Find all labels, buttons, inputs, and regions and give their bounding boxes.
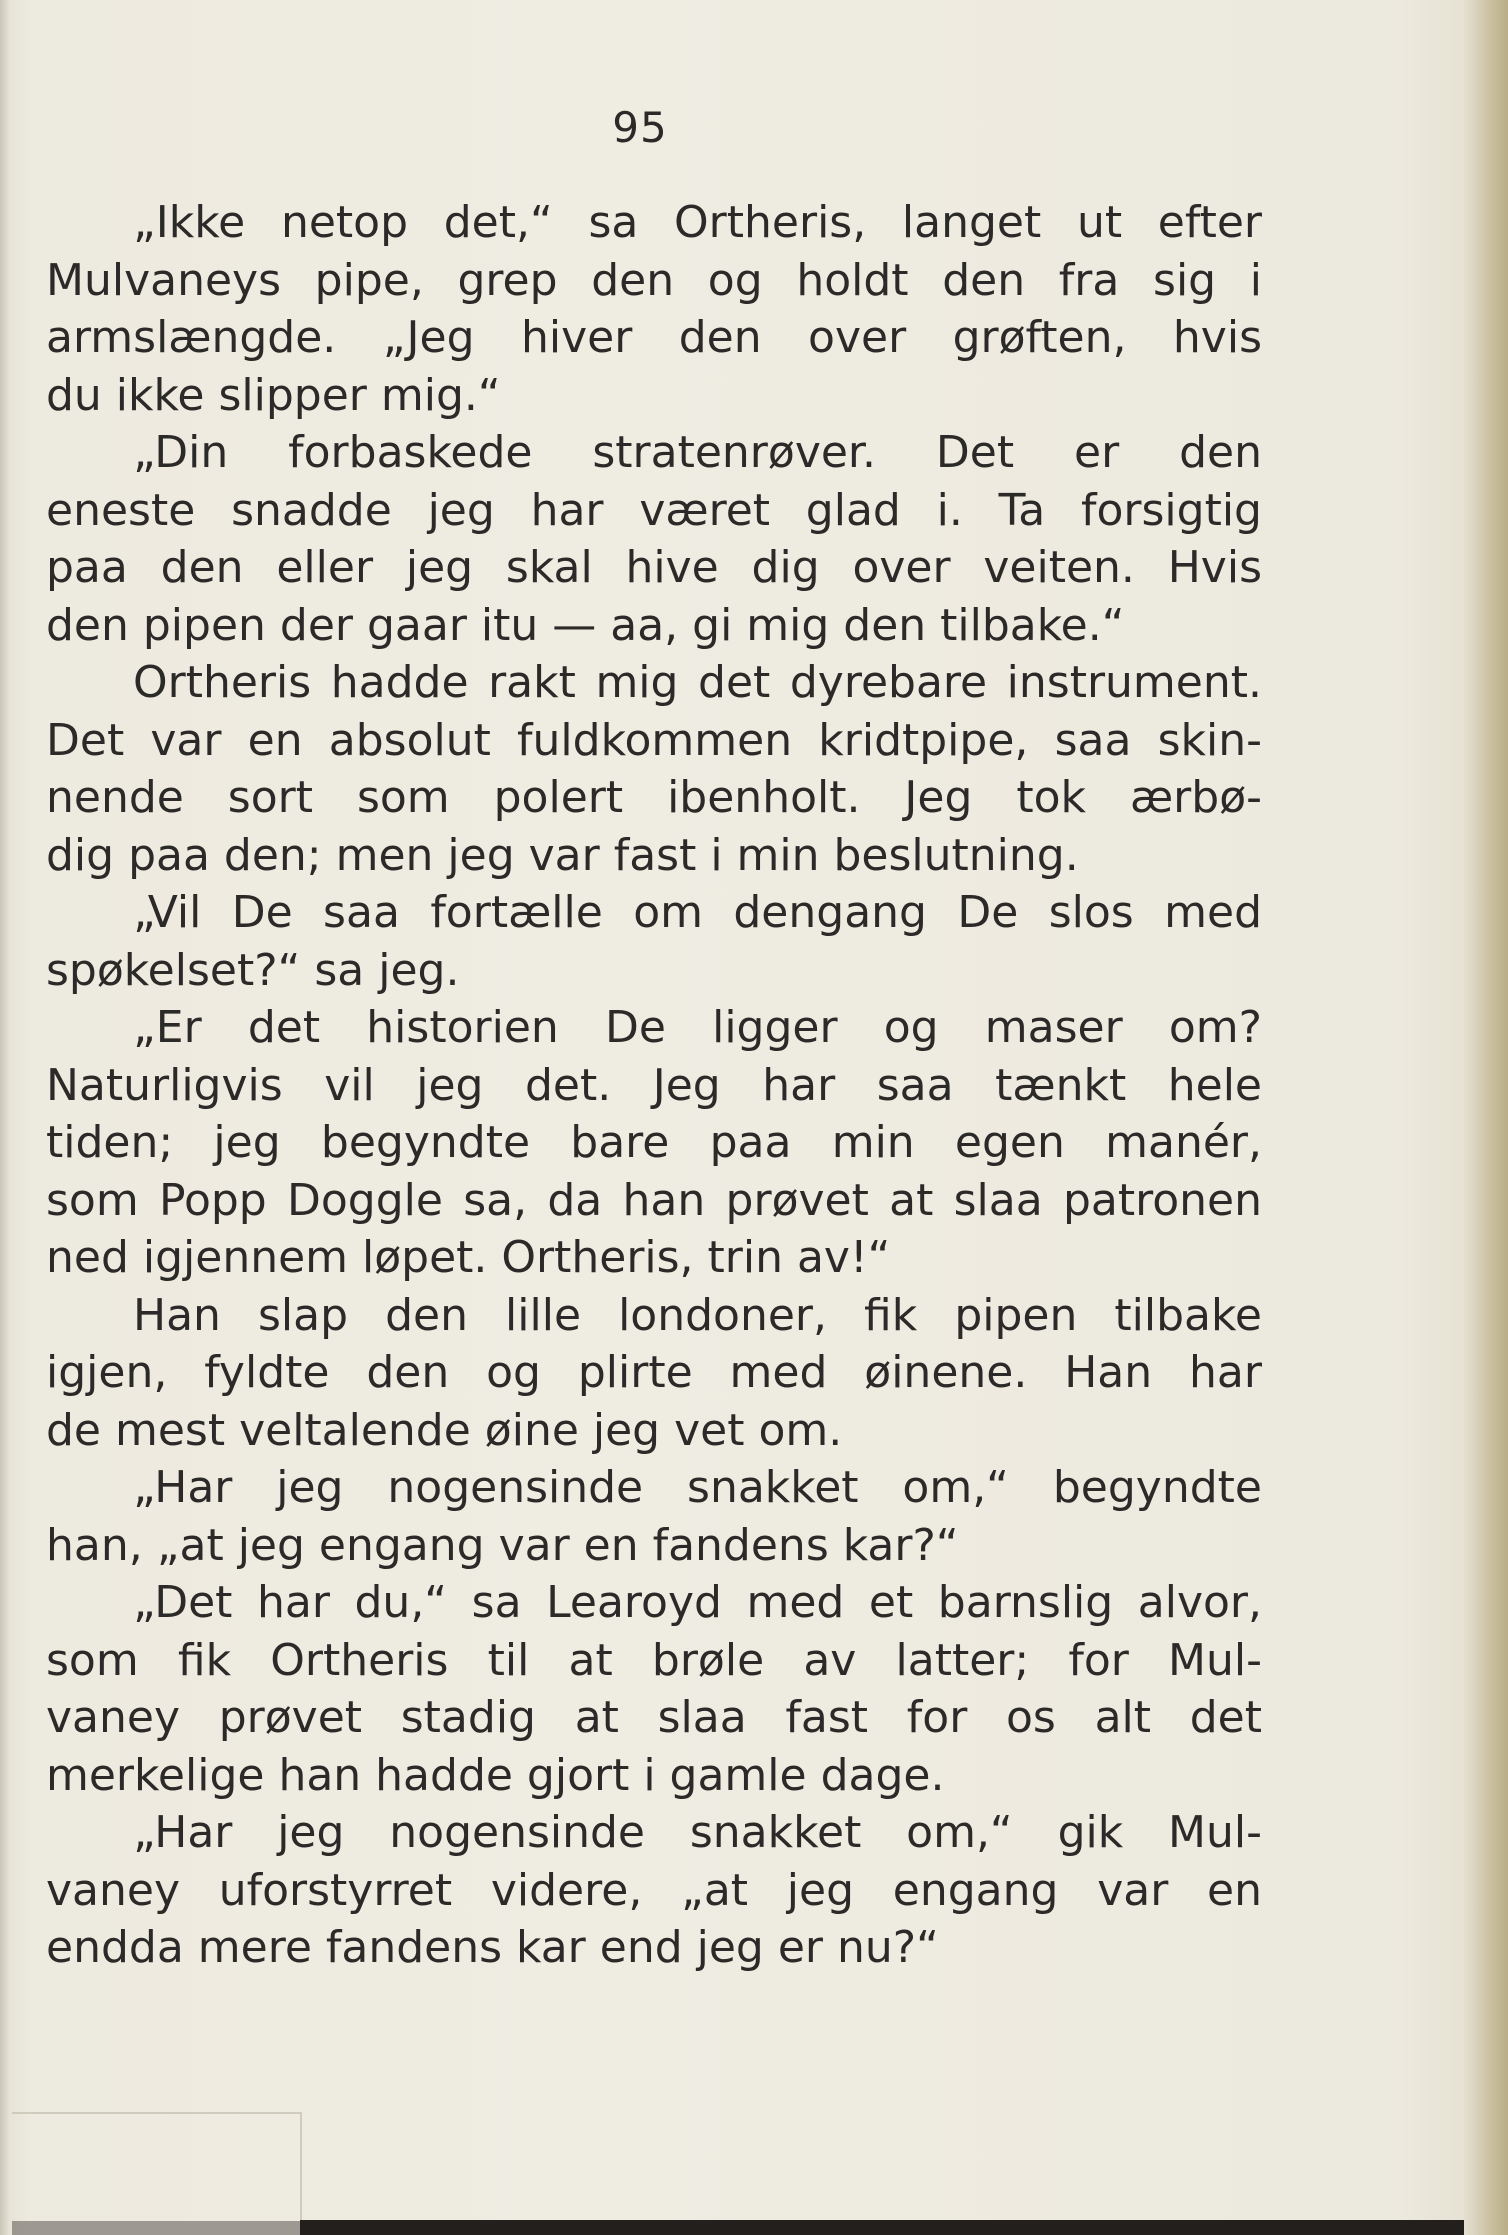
text-line: „Din forbaskede stratenrøver. Det er den: [133, 427, 1262, 478]
text-line: Det var en absolut fuldkommen kridtpipe, saa skin-: [46, 714, 1262, 766]
text-line: dig paa den; men jeg var fast i min beslutning.: [46, 829, 1079, 881]
text-line: som fik Ortheris til at brøle av latter; for Mul-: [46, 1634, 1262, 1686]
text-line: „Er det historien De ligger og maser om?: [133, 1002, 1262, 1053]
text-line: nende sort som polert ibenholt. Jeg tok ærbø-: [46, 772, 1262, 823]
library-stamp-box: [12, 2112, 302, 2220]
text-line: spøkelset?“ sa jeg.: [46, 944, 460, 996]
text-line: „Ikke netop det,“ sa Ortheris, langet ut efter: [133, 197, 1262, 248]
text-line: ned igjennem løpet. Ortheris, trin av!“: [46, 1232, 891, 1283]
text-line: du ikke slipper mig.“: [46, 369, 501, 421]
text-line: „Det har du,“ sa Learoyd med et barnslig alvor,: [133, 1577, 1262, 1628]
page-right-edge: [1464, 0, 1508, 2235]
scan-margin-strip: [12, 2221, 300, 2235]
text-line: som Popp Doggle sa, da han prøvet at slaa patronen: [46, 1174, 1262, 1226]
body-text: [46, 194, 1262, 1977]
text-line: „Har jeg nogensinde snakket om,“ gik Mul-: [133, 1807, 1262, 1858]
text-line: vaney prøvet stadig at slaa fast for os alt det: [46, 1692, 1262, 1743]
text-line: Ortheris hadde rakt mig det dyrebare instrument.: [133, 657, 1262, 708]
page-number: 95: [612, 103, 668, 152]
text-line: endda mere fandens kar end jeg er nu?“: [46, 1922, 939, 1973]
text-line: vaney uforstyrret videre, „at jeg engang var en: [46, 1864, 1262, 1916]
text-line: de mest veltalende øine jeg vet om.: [46, 1404, 843, 1456]
scan-bottom-bar: [300, 2220, 1464, 2235]
text-line: han, „at jeg engang var en fandens kar?“: [46, 1519, 959, 1571]
text-line: paa den eller jeg skal hive dig over veiten. Hvis: [46, 542, 1262, 593]
text-line: merkelige han hadde gjort i gamle dage.: [46, 1749, 945, 1801]
text-line: eneste snadde jeg har været glad i. Ta forsigtig: [46, 484, 1262, 536]
text-line: Mulvaneys pipe, grep den og holdt den fra sig i: [46, 254, 1262, 306]
text-line: Naturligvis vil jeg det. Jeg har saa tænkt hele: [46, 1059, 1262, 1111]
text-line: Han slap den lille londoner, fik pipen tilbake: [133, 1289, 1262, 1341]
text-line: armslængde. „Jeg hiver den over grøften, hvis: [46, 312, 1262, 363]
text-line: „Har jeg nogensinde snakket om,“ begyndte: [133, 1462, 1262, 1513]
text-line: igjen, fyldte den og plirte med øinene. Han har: [46, 1347, 1262, 1398]
text-line: tiden; jeg begyndte bare paa min egen manér,: [46, 1117, 1262, 1168]
page-left-edge: [0, 0, 10, 2235]
text-line: „Vil De saa fortælle om dengang De slos med: [133, 887, 1262, 938]
text-line: den pipen der gaar itu — aa, gi mig den tilbake.“: [46, 599, 1125, 651]
